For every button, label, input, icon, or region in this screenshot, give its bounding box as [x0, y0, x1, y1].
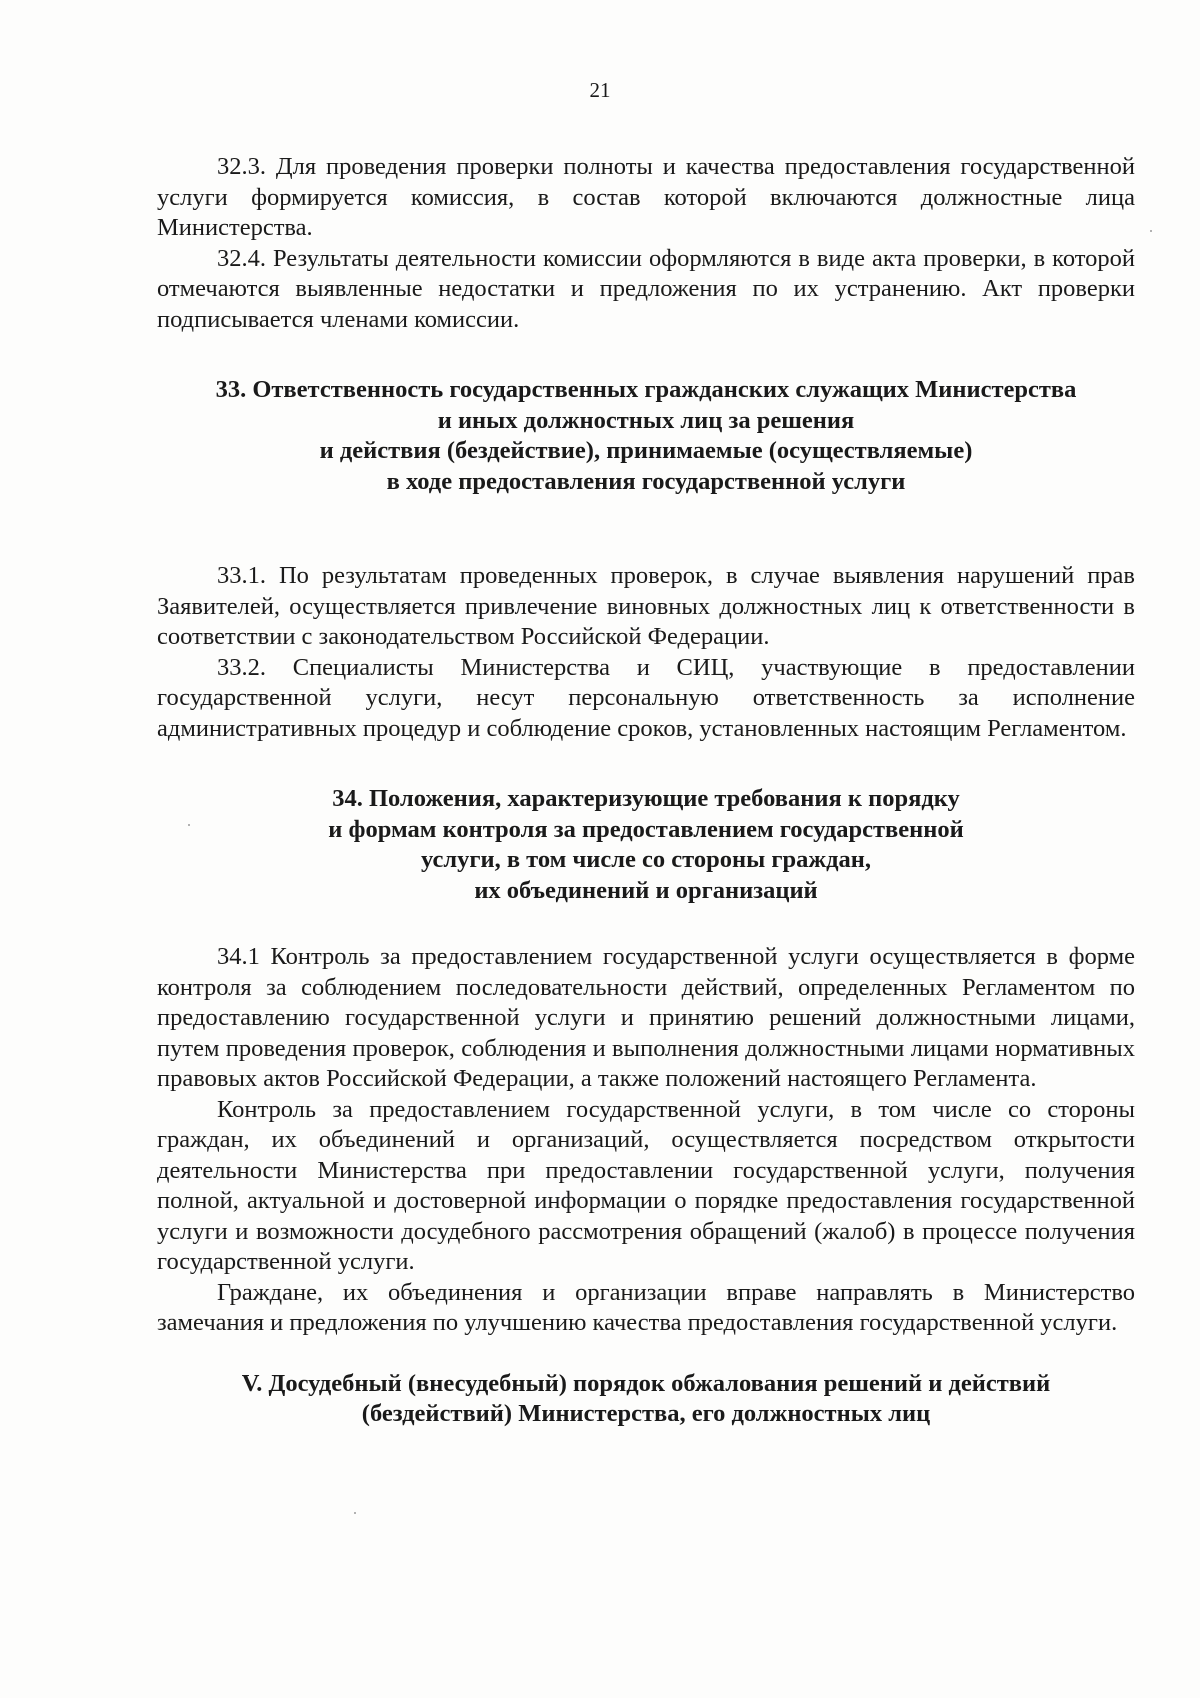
paragraph-34-2: Контроль за предоставлением государственной услуги, в том числе со стороны граждан, их объединений и организаций, осуществляется посредством открытости деятельности Министерства при предоставлении государственной услуги, получения полной, актуальной и достоверной информации о порядке предоставления государственной услуги и возможности досудебного рассмотрения обращений (жалоб) в процессе получения государственной услуги. — [157, 1095, 1135, 1275]
heading-line: в ходе предоставления государственной услуги — [386, 467, 906, 495]
paragraph-33-1: 33.1. По результатам проведенных проверок, в случае выявления нарушений прав Заявителей, осуществляется привлечение виновных должностных лиц к ответственности в соответствии с законодательством Российской Федерации. — [157, 562, 1135, 650]
document-body — [157, 152, 1135, 1430]
paragraph-34-1: 34.1 Контроль за предоставлением государственной услуги осуществляется в форме контроля за соблюдением последовательности действий, определенных Регламентом по предоставлению государственной услуги и принятию решений должностными лицами, путем проведения проверок, соблюдения и выполнения должностными лицами нормативных правовых актов Российской Федерации, а также положений настоящего Регламента. — [157, 943, 1135, 1092]
heading-line: и действия (бездействие), принимаемые (осуществляемые) — [319, 437, 973, 464]
scan-speck — [1150, 230, 1152, 232]
heading-line: (бездействий) Министерства, его должностных лиц — [361, 1400, 931, 1427]
paragraph-33-2: 33.2. Специалисты Министерства и СИЦ, участвующие в предоставлении государственной услуги, несут персональную ответственность за исполнение административных процедур и соблюдение сроков, установленных настоящим Регламентом. — [157, 653, 1135, 742]
scan-speck — [188, 824, 190, 826]
paragraph-32-4: 32.4. Результаты деятельности комиссии оформляются в виде акта проверки, в которой отмечаются выявленные недостатки и предложения по их устранению. Акт проверки подписывается членами комиссии. — [157, 244, 1135, 333]
heading-line: 34. Положения, характеризующие требования к порядку — [332, 785, 960, 812]
heading-line: их объединений и организаций — [474, 876, 818, 904]
paragraph-32-3: 32.3. Для проведения проверки полноты и качества предоставления государственной услуги формируется комиссия, в состав которой включаются должностные лица Министерства. — [157, 153, 1135, 241]
heading-line: V. Досудебный (внесудебный) порядок обжалования решений и действий — [241, 1369, 1051, 1397]
heading-line: и формам контроля за предоставлением государственной — [328, 815, 964, 843]
paragraph-34-3: Граждане, их объединения и организации вправе направлять в Министерство замечания и предложения по улучшению качества предоставления государственной услуги. — [157, 1278, 1135, 1336]
scan-speck — [354, 1512, 356, 1514]
section-33-heading — [157, 375, 1135, 497]
heading-line: и иных должностных лиц за решения — [437, 406, 855, 434]
section-v-heading — [157, 1369, 1135, 1430]
heading-line: услуги, в том числе со стороны граждан, — [420, 846, 872, 873]
section-34-heading — [157, 784, 1135, 906]
page-number: 21 — [589, 78, 611, 102]
heading-line: 33. Ответственность государственных гражданских служащих Министерства — [215, 376, 1077, 403]
